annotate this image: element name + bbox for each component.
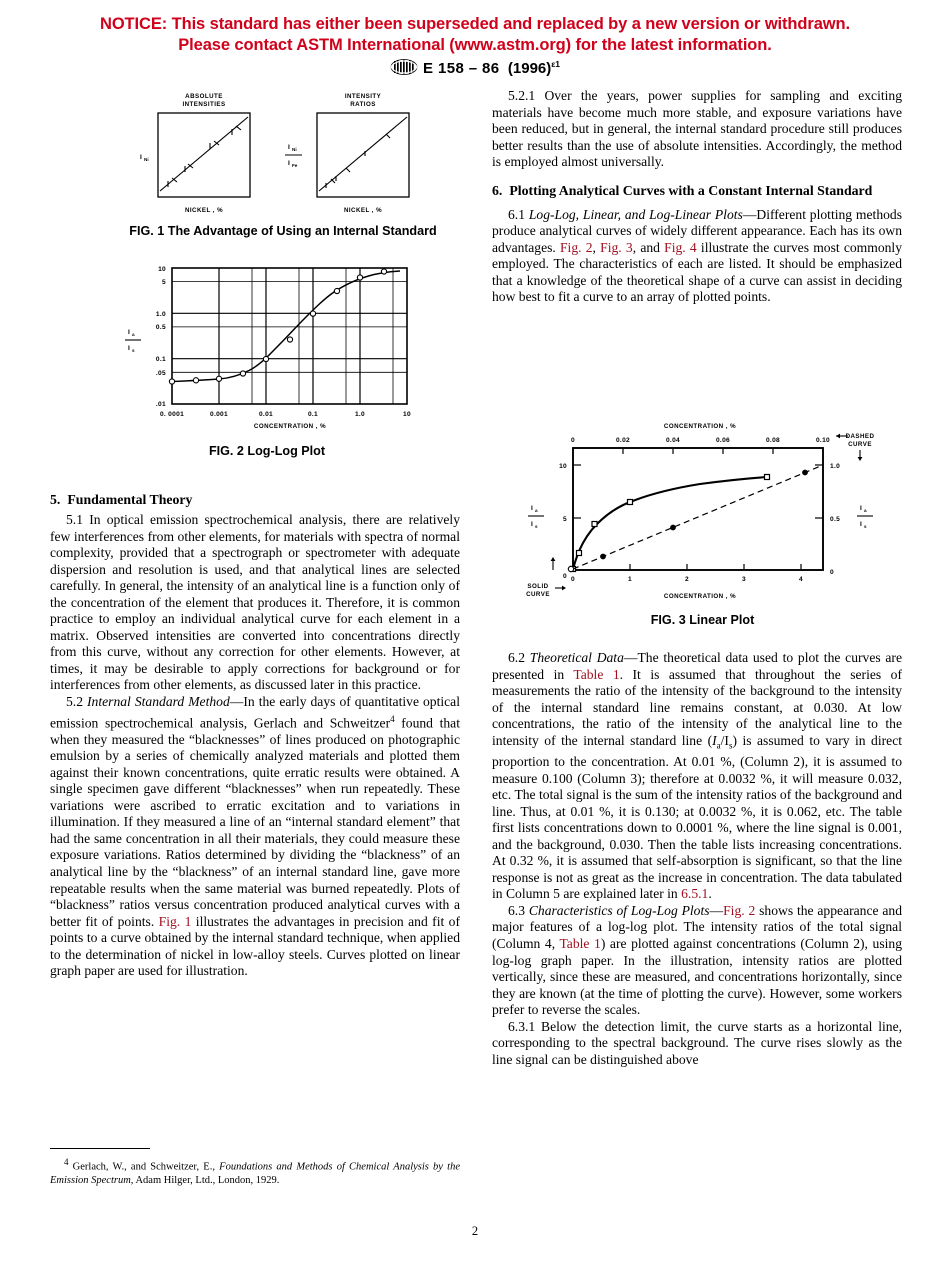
xref-table-1-b[interactable]: Table 1	[559, 936, 601, 952]
fig3-right-ylabel-numerator-sub: a	[864, 508, 867, 513]
footnote-text-b: , Adam Hilger, Ltd., London, 1929.	[130, 1175, 280, 1186]
fig2-curve	[172, 271, 400, 382]
fig3-origin-marker	[568, 566, 573, 571]
fig2-ylabel-numerator: I	[128, 329, 131, 336]
fig1-right-ylabel-numerator-sub: Ni	[292, 147, 297, 152]
fig2-ytick-5: 5	[162, 279, 166, 286]
figure-3-graphic	[505, 418, 900, 610]
paragraph-5-2-1: 5.2.1 Over the years, power supplies for sampling and exciting materials have become much more stable, and exposure variations have been reduced, but in general, the internal standard procedure still produces better results than the use of absolute intensities. Accordingly, the method is employed almost universally.	[492, 88, 902, 170]
notice-line-1: NOTICE: This standard has either been superseded and replaced by a new version or withdrawn.	[100, 15, 850, 33]
reapproval-year: (1996)	[507, 60, 552, 77]
fig3-solid-note-line1: SOLID	[527, 583, 549, 590]
fig1-left-ylabel: I	[140, 154, 143, 161]
para-6-1-number: 6.1	[508, 206, 525, 222]
astm-logo-icon	[390, 57, 418, 77]
para-5-2-body-b: found that when they measured the “blacknesses” of lines produced on photographic emulsion by a series of chemically analyzed materials and plotted them against their known concentrations, quite erratic results were obtained. A single specimen gave different “blacknesses” when run repeatedly. These variations were ascribed to erratic excitation and to variations in illumination. If they measured a line of an “internal standard element” that had the same concentration in all their materials, they could measure these exposure variations. Ratios determined by dividing the “blackness” of an analytical line by the “blackness” of an internal standard line, gave more repeatable results when the same material was burned repeatedly. Plots of “blackness” ratios versus concentration produced analytical curves with a better fit of points.	[50, 715, 460, 929]
fig3-bottom-tick-0: 0	[571, 576, 575, 583]
fig2-xtick-10: 10	[403, 411, 411, 418]
footnote-block	[50, 1148, 460, 1188]
paragraph-6-3	[492, 903, 902, 1019]
notice-line-2: Please contact ASTM International (www.astm.org) for the latest information.	[178, 36, 772, 54]
fig2-xtick-0.1: 0.1	[307, 411, 319, 418]
fig3-top-tick-0.08: 0.08	[765, 437, 781, 444]
para-6-3-number: 6.3	[508, 902, 525, 918]
xref-6-5-1[interactable]: 6.5.1	[681, 886, 709, 902]
fig1-right-ylabel-denominator: I	[288, 160, 291, 167]
footnote-marker-4: 4	[390, 713, 395, 724]
section-5-heading	[50, 491, 460, 508]
paragraph-6-3-1: 6.3.1 Below the detection limit, the curve starts as a horizontal line, corresponding to the spectral background. The curve rises slowly as the line signal can be distinguished above	[492, 1018, 902, 1067]
para-6-2-body-a: —The theoretical data used to plot the curves are presented in	[492, 650, 902, 682]
figure-2	[112, 256, 422, 458]
fig3-solid-note-line2: CURVE	[526, 591, 550, 598]
fig3-top-xlabel: CONCENTRATION , %	[663, 423, 737, 430]
fig3-dashed-curve	[573, 465, 823, 569]
fig2-xlabel: CONCENTRATION , %	[253, 423, 327, 430]
xref-fig-2-a[interactable]: Fig. 2	[560, 239, 593, 255]
fig3-right-ylabel-numerator: I	[860, 505, 863, 512]
para-6-3-dash: —	[709, 902, 724, 918]
para-6-1-title: Log-Log, Linear, and Log-Linear Plots	[528, 206, 743, 222]
fig3-bottom-tick-1: 1	[628, 576, 632, 583]
para-5-2-body-c: illustrates the advantages in precision and fit of points to a curve obtained by the internal standard technique, when applied to the determination of nickel in low-alloy steels. Curves plotted on linear graph paper are used for illustration.	[50, 913, 460, 979]
fig3-dashed-down-arrow-icon	[858, 450, 863, 461]
section-5-title: Fundamental Theory	[67, 492, 193, 507]
fig3-top-tick-0: 0	[571, 437, 575, 444]
fig1-right-title-line1: INTENSITY	[344, 93, 382, 100]
paragraph-5-1: 5.1 In optical emission spectrochemical analysis, there are relatively few interferences from other elements, for materials with spectra of normal complexity, provided that a spectrograph or spectrometer with adequate dispersion and resolution is used, and that analytical lines are selected carefully. In general, the intensity of an analytical line is a function only of the concentration of the element that produces it. Therefore, it is common practice to employ an individual analytical curve for each element in a matrix. Observed intensities are converted into concentrations directly from this curve, without any correction for other elements. However, at times, it may be desirable to apply corrections for background or for interferences from other elements, as discussed later in this practice.	[50, 512, 460, 693]
fig3-top-tick-0.04: 0.04	[665, 437, 681, 444]
fig1-left-title-line1: ABSOLUTE	[185, 93, 223, 100]
fig3-top-tick-0.06: 0.06	[715, 437, 731, 444]
fig3-right-ylabel-denominator-sub: s	[864, 524, 867, 529]
footnote-number: 4	[64, 1157, 69, 1167]
designation-number: E 158 – 86	[422, 60, 500, 77]
footnote-4	[50, 1156, 460, 1188]
fig3-right-ylabel-denominator: I	[860, 521, 863, 528]
paragraph-6-1	[492, 207, 902, 306]
figure-1-graphic	[128, 86, 438, 221]
math-slash-Is: /I	[720, 732, 729, 748]
xref-table-1-a[interactable]: Table 1	[573, 666, 620, 682]
fig3-left-ytick-0: 0	[563, 573, 567, 580]
fig3-bottom-tick-3: 3	[742, 576, 746, 583]
fig3-left-ylabel-numerator-sub: a	[535, 508, 538, 513]
section-6-number: 6.	[492, 182, 503, 198]
para-6-2-body-d: .	[708, 886, 712, 902]
figure-3	[505, 418, 900, 627]
xref-fig-3[interactable]: Fig. 3	[600, 239, 633, 255]
figure-2-caption: FIG. 2 Log-Log Plot	[208, 444, 326, 458]
fig3-bottom-tick-2: 2	[685, 576, 689, 583]
fig2-xtick-0.0001: 0. 0001	[159, 411, 185, 418]
section-5-number: 5.	[50, 492, 61, 507]
right-text-column-top	[492, 88, 902, 306]
fig1-left-xlabel: NICKEL , %	[184, 207, 224, 214]
fig3-right-ytick-1.0: 1.0	[830, 463, 841, 470]
para-5-2-number: 5.2	[66, 694, 83, 710]
para-6-2-number: 6.2	[508, 650, 525, 665]
figure-1	[128, 86, 438, 238]
fig3-top-tick-0.10: 0.10	[815, 437, 831, 444]
math-Ia-sub: a	[716, 740, 721, 751]
fig3-dashed-note-line1: DASHED	[845, 433, 875, 440]
fig2-xtick-0.001: 0.001	[209, 411, 229, 418]
fig1-right-ylabel-numerator: I	[288, 144, 291, 151]
section-6-title: Plotting Analytical Curves with a Constant Internal Standard	[509, 182, 873, 198]
fig1-right-title-line2: RATIOS	[350, 101, 376, 108]
fig2-ytick-0.5: 0.5	[155, 324, 166, 331]
fig3-left-ylabel-denominator-sub: s	[535, 524, 538, 529]
fig2-ylabel-numerator-sub: a	[132, 332, 135, 337]
page-number: 2	[471, 1224, 479, 1238]
para-5-2-body-a: —In the early days of quantitative optical emission spectrochemical analysis, Gerlach and Schweitzer	[50, 694, 460, 731]
para-6-3-body-c: ) are plotted against concentrations (Column 2), using log-log graph paper. In the illustration, intensity ratios are plotted vertically, since these are measured, and concentrations horizontally, since they are known (at the time of plotting the curve). However, some workers prefer to reverse the scales.	[492, 936, 902, 1018]
fig2-ytick-1.0: 1.0	[155, 311, 166, 318]
superseded-notice	[0, 14, 950, 56]
para-6-1-sep-2: , and	[632, 239, 665, 255]
fig3-dashed-note-line2: CURVE	[848, 441, 872, 448]
fig3-solid-right-arrow-icon	[555, 586, 566, 591]
fig2-ytick-.05: .05	[155, 370, 166, 377]
figure-2-graphic	[112, 256, 422, 441]
figure-1-caption: FIG. 1 The Advantage of Using an Internal Standard	[129, 224, 437, 238]
epsilon-mark: ε1	[551, 59, 561, 69]
fig1-left-ylabel-sub: Ni	[144, 157, 149, 162]
fig3-left-ytick-5: 5	[563, 516, 567, 523]
math-Ia: I	[712, 732, 717, 748]
footnote-title: Foundations and Methods of Chemical Analysis by the Emission Spectrum	[50, 1161, 460, 1186]
paragraph-6-2	[492, 650, 902, 903]
fig3-right-ytick-0.5: 0.5	[830, 516, 841, 523]
math-Is-sub: s	[728, 740, 733, 751]
paragraph-5-2	[50, 694, 460, 980]
fig3-bottom-xlabel: CONCENTRATION , %	[663, 593, 737, 600]
fig2-ylabel-denominator-sub: s	[132, 348, 135, 353]
standard-designation-header	[0, 57, 950, 77]
para-5-2-title: Internal Standard Method	[87, 694, 230, 710]
section-6-heading	[492, 182, 902, 199]
xref-fig-1[interactable]: Fig. 1	[158, 913, 192, 929]
footnote-text-a: Gerlach, W., and Schweitzer, E.,	[68, 1161, 220, 1173]
fig3-left-ytick-10: 10	[559, 463, 567, 470]
fig3-bottom-tick-4: 4	[799, 576, 803, 583]
fig3-left-ylabel-denominator: I	[531, 521, 534, 528]
fig2-xtick-1.0: 1.0	[354, 411, 366, 418]
fig2-ytick-10: 10	[158, 266, 166, 273]
fig1-right-xlabel: NICKEL , %	[343, 207, 383, 214]
para-6-2-body-c: ) is assumed to vary in direct proportion to the concentration. At 0.01 %, (Column 2), it is assumed to measure 0.100 (Column 3); therefore at 0.0032 %, it will measure 0.032, etc. The total signal is the sum of the intensity ratios of the background and line. Thus, at 0.01 %, it is 0.130; at 0.0032 %, it is 0.062, etc. The table first lists concentrations down to 0.0001 %, where the line signal is 0.001, and the background, 0.030. Then the table lists increasing concentrations. At 0.32 %, it is assumed that self-absorption is significant, so that the line response is not as great as the increase in concentration. The data tabulated in Column 5 are explained later in	[492, 732, 902, 902]
fig2-ytick-0.1: 0.1	[155, 356, 166, 363]
fig3-right-ytick-0: 0	[830, 569, 834, 576]
figure-3-caption: FIG. 3 Linear Plot	[650, 613, 755, 627]
left-text-column	[50, 480, 460, 980]
fig3-top-tick-0.02: 0.02	[615, 437, 631, 444]
fig1-left-title-line2: INTENSITIES	[182, 101, 226, 108]
fig3-solid-up-arrow-icon	[551, 557, 556, 570]
xref-fig-2-b[interactable]: Fig. 2	[723, 902, 756, 918]
fig2-xtick-0.01: 0.01	[258, 411, 274, 418]
fig1-right-ylabel-denominator-sub: Fe	[292, 163, 298, 168]
para-6-2-title: Theoretical Data	[529, 650, 624, 665]
para-6-1-sep-1: ,	[592, 239, 601, 255]
fig3-left-ylabel-numerator: I	[531, 505, 534, 512]
xref-fig-4[interactable]: Fig. 4	[664, 239, 697, 255]
para-6-1-body-d: illustrate the curves most commonly employed. The characteristics of each are listed. It should be emphasized that a knowledge of the theoretical shape of a curve can assist in deciding how best to fit a curve to an array of plotted points.	[492, 239, 902, 305]
fig2-ylabel-denominator: I	[128, 345, 131, 352]
para-6-3-title: Characteristics of Log-Log Plots	[528, 902, 710, 918]
para-6-1-body-a: —Different plotting methods produce analytical curves of widely different appearance. Each has its own advantages.	[492, 206, 902, 255]
para-6-3-body-b: shows the appearance and major features of a log-log plot. The intensity ratios of the total signal (Column 4,	[492, 902, 902, 952]
para-6-2-body-b: . It is assumed that throughout the series of measurements the ratio of the intensity of the background to the intensity of the internal standard line remains constant, at 0.030. At low concentrations, the ratio of the intensity of the analytical line to the intensity of the internal standard line (	[492, 666, 902, 748]
fig2-ytick-.01: .01	[155, 401, 166, 408]
right-text-column-bottom	[492, 650, 902, 1068]
footnote-rule	[50, 1148, 150, 1149]
